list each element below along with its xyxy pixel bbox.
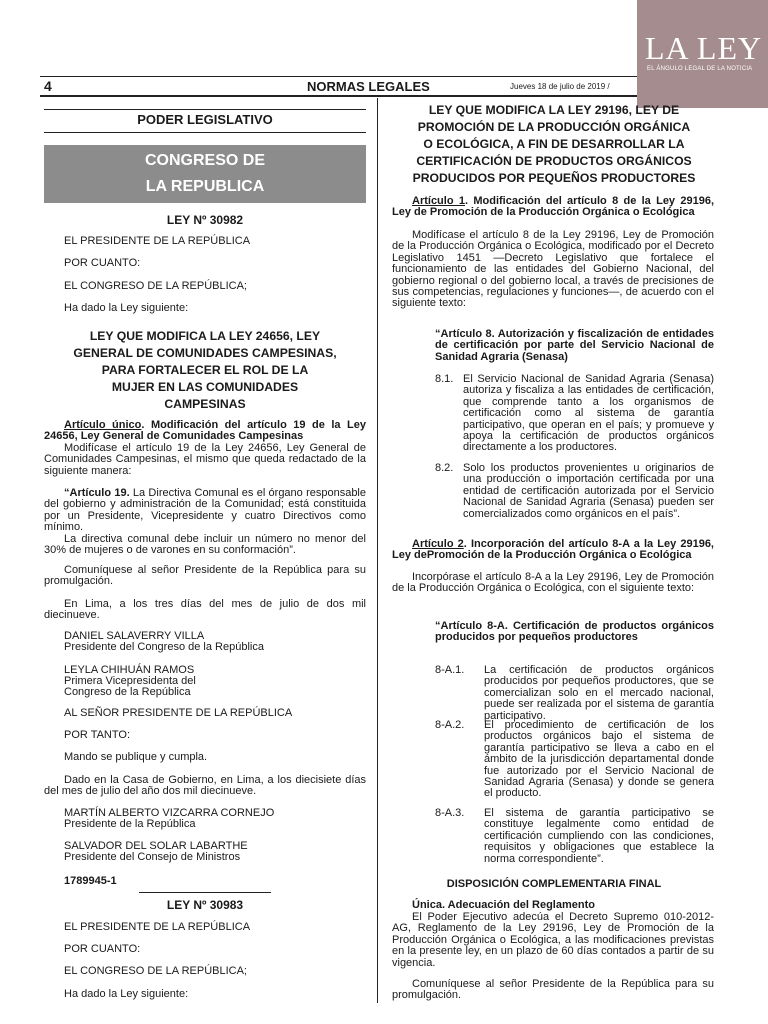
item-8-1: El Servicio Nacional de Sanidad Agraria (Senasa) autoriza y fiscaliza a las entidades de certificación, que comprende tanto a los organismos de certificación como al sistema de garantía participativo, que operan en el país; y promueve y apoya la certificación de productos orgánicos directamente a los productores. [463, 373, 714, 454]
item-8a-2: El procedimiento de certificación de los productos orgánicos bajo el sistema de garantía participativo se lleva a cabo en el ámbito de la jurisdicción departamental donde fue autorizado por el Servicio Nacional de Sanidad Agraria (Senasa) y donde se genera el producto. [484, 719, 714, 800]
article-1-heading: . Modificación del artículo 8 de la Ley 29196, Ley de Promoción de la Producción Orgánica o Ecológica [392, 195, 714, 219]
poder-rule-top [44, 109, 366, 110]
congreso-line1: CONGRESO DE [144, 152, 265, 169]
left-q2: POR CUANTO: [64, 943, 141, 955]
congreso-line2: LA REPUBLICA [145, 178, 265, 195]
ley-number-1: LEY Nº 30982 [166, 213, 244, 227]
right-law-title [390, 102, 718, 187]
left-comuniquese: Comuníquese al señor Presidente de la República para su promulgación. [44, 564, 366, 588]
left-p1: EL PRESIDENTE DE LA REPÚBLICA [64, 235, 251, 247]
item-number: 8-A.3. [435, 807, 465, 819]
dado-en: Dado en la Casa de Gobierno, en Lima, a los diecisiete días del mes de julio del año dos mil diecinueve. [44, 774, 366, 798]
disposicion-heading: DISPOSICIÓN COMPLEMENTARIA FINAL [446, 878, 662, 890]
item-number: 8.1. [435, 373, 454, 385]
page-number: 4 [44, 78, 52, 94]
signatory-name: SALVADOR DEL SOLAR LABARTHE [64, 840, 248, 852]
item-number: 8.2. [435, 462, 454, 474]
left-lima: En Lima, a los tres días del mes de julio de dos mil diecinueve. [44, 598, 366, 622]
unica-heading: Única. Adecuación del Reglamento [412, 899, 595, 911]
article-2 [392, 539, 714, 562]
por-tanto: POR TANTO: [64, 729, 131, 741]
item-8-2: Solo los productos provenientes u originarios de una producción o importación certificada por una entidad de certificación autorizada por el Servicio Nacional de Sanidad Agraria (Senasa) pueden ser comercializados como orgánicos en el país”. [463, 462, 714, 520]
signatory-name: MARTÍN ALBERTO VIZCARRA CORNEJO [64, 807, 275, 819]
article-8-heading: “Artículo 8. Autorización y fiscalización de entidades de certificación por parte del Servicio Nacional de Sanidad Agraria (Senasa) [435, 328, 714, 363]
header-rule-top [40, 76, 730, 77]
left-title-line: GENERAL DE COMUNIDADES CAMPESINAS, [73, 346, 337, 360]
left-q1: EL PRESIDENTE DE LA REPÚBLICA [64, 921, 251, 933]
left-title-line: MUJER EN LAS COMUNIDADES [111, 380, 299, 394]
la-ley-logo [637, 0, 768, 108]
left-law-title [44, 328, 366, 413]
right-title-line: O ECOLÓGICA, A FIN DE DESARROLLAR LA [423, 137, 685, 151]
publication-code: 1789945-1 [64, 875, 117, 887]
item-8a-1: La certificación de productos orgánicos producidos por pequeños productores, que se comercializan solo en el mercado nacional, puede ser realizada por el sistema de garantía participativo. [484, 664, 714, 722]
left-q3: EL CONGRESO DE LA REPÚBLICA; [64, 965, 247, 977]
article-8a-heading: “Artículo 8-A. Certificación de productos orgánicos producidos por pequeños productores [435, 620, 714, 644]
right-title-line: PRODUCIDOS POR PEQUEÑOS PRODUCTORES [412, 171, 696, 185]
poder-legislativo-heading: PODER LEGISLATIVO [137, 112, 273, 127]
congreso-banner [44, 145, 366, 203]
article-unico-label: Artículo único [64, 419, 142, 431]
al-senor-presidente: AL SEÑOR PRESIDENTE DE LA REPÚBLICA [64, 707, 293, 719]
right-title-line: CERTIFICACIÓN DE PRODUCTOS ORGÁNICOS [416, 154, 692, 168]
quote-label: “Artículo 19. [64, 487, 130, 499]
signatory-name: LEYLA CHIHUÁN RAMOS [64, 664, 195, 676]
signatory-role: Presidente del Congreso de la República [64, 641, 264, 653]
unica-body: El Poder Ejecutivo adecúa el Decreto Supremo 010-2012-AG, Reglamento de la Ley 29196, Ley de Promoción de la Producción Orgánica o Ecológica, a las modificaciones previstas en la presente ley, en un plazo de 60 días contados a partir de su vigencia. [392, 911, 714, 969]
signatory-role: Presidente de la República [64, 818, 196, 830]
ley-number-2: LEY Nº 30983 [166, 898, 244, 912]
article-unico [44, 420, 366, 443]
left-title-line: CAMPESINAS [164, 397, 246, 411]
signatory-role: Congreso de la República [64, 686, 191, 698]
left-p4: Ha dado la Ley siguiente: [64, 302, 189, 314]
article-2-heading: . Incorporación del artículo 8-A a la Ley 29196, Ley dePromoción de la Producción Orgánica o Ecológica [392, 538, 714, 562]
article-2-body: Incorpórase el artículo 8-A a la Ley 29196, Ley de Promoción de la Producción Orgánica o Ecológica, con el siguiente texto: [392, 571, 714, 595]
left-q4: Ha dado la Ley siguiente: [64, 988, 189, 1000]
section-title: NORMAS LEGALES [307, 79, 430, 94]
right-comuniquese: Comuníquese al señor Presidente de la República para su promulgación. [392, 978, 714, 1002]
header-rule-bottom [40, 95, 730, 97]
article-2-label: Artículo 2 [412, 538, 464, 550]
column-divider [377, 98, 378, 1003]
logo-name: LA LEY [645, 30, 763, 66]
quote-articulo-19 [44, 488, 366, 534]
article-1 [392, 196, 714, 219]
signatory-role: Presidente del Consejo de Ministros [64, 851, 241, 863]
quote-body: La Directiva Comunal es el órgano responsable del gobierno y administración de la Comunidad; está constituida por un Presidente, Vicepresidente y cuatro Directivos como mínimo. [44, 487, 366, 534]
header-date: Jueves 18 de julio de 2019 / [510, 82, 610, 91]
article-1-body: Modifícase el artículo 8 de la Ley 29196, Ley de Promoción de la Producción Orgánica o Ecológica, modificado por el Decreto Legislativo 1451 —Decreto Legislativo que fortalece el funcionamiento de las entidades del Gobierno Nacional, del gobierno regional o del gobierno local, a través de precisiones de sus competencias, regulaciones y funciones—, de acuerdo con el siguiente texto: [392, 229, 714, 310]
separator-rule [139, 892, 271, 893]
item-8a-3: El sistema de garantía participativo se constituye legalmente como entidad de certificación cumpliendo con las condiciones, requisitos y obligaciones que establece la norma correspondiente”. [484, 807, 714, 865]
poder-rule-bottom [44, 132, 366, 133]
item-number: 8-A.2. [435, 719, 465, 731]
left-title-line: PARA FORTALECER EL ROL DE LA [101, 363, 309, 377]
right-title-line: PROMOCIÓN DE LA PRODUCCIÓN ORGÁNICA [417, 120, 691, 134]
right-title-line: LEY QUE MODIFICA LA LEY 29196, LEY DE [428, 103, 680, 117]
article-unico-body: Modifícase el artículo 19 de la Ley 24656, Ley General de Comunidades Campesinas, el mismo que queda redactado de la siguiente manera: [44, 442, 366, 477]
item-number: 8-A.1. [435, 664, 465, 676]
signatory-role: Primera Vicepresidenta del [64, 675, 196, 687]
quote-body-2: La directiva comunal debe incluir un número no menor del 30% de mujeres o de varones en su conformación”. [44, 533, 366, 557]
article-1-label: Artículo 1 [412, 195, 465, 207]
signatory-name: DANIEL SALAVERRY VILLA [64, 630, 205, 642]
logo-tagline: EL ÁNGULO LEGAL DE LA NOTICIA [647, 66, 753, 72]
left-p2: POR CUANTO: [64, 257, 141, 269]
article-unico-heading: . Modificación del artículo 19 de la Ley 24656, Ley General de Comunidades Campesinas [44, 419, 366, 443]
left-p3: EL CONGRESO DE LA REPÚBLICA; [64, 280, 247, 292]
mando: Mando se publique y cumpla. [64, 751, 208, 763]
left-title-line: LEY QUE MODIFICA LA LEY 24656, LEY [89, 329, 321, 343]
